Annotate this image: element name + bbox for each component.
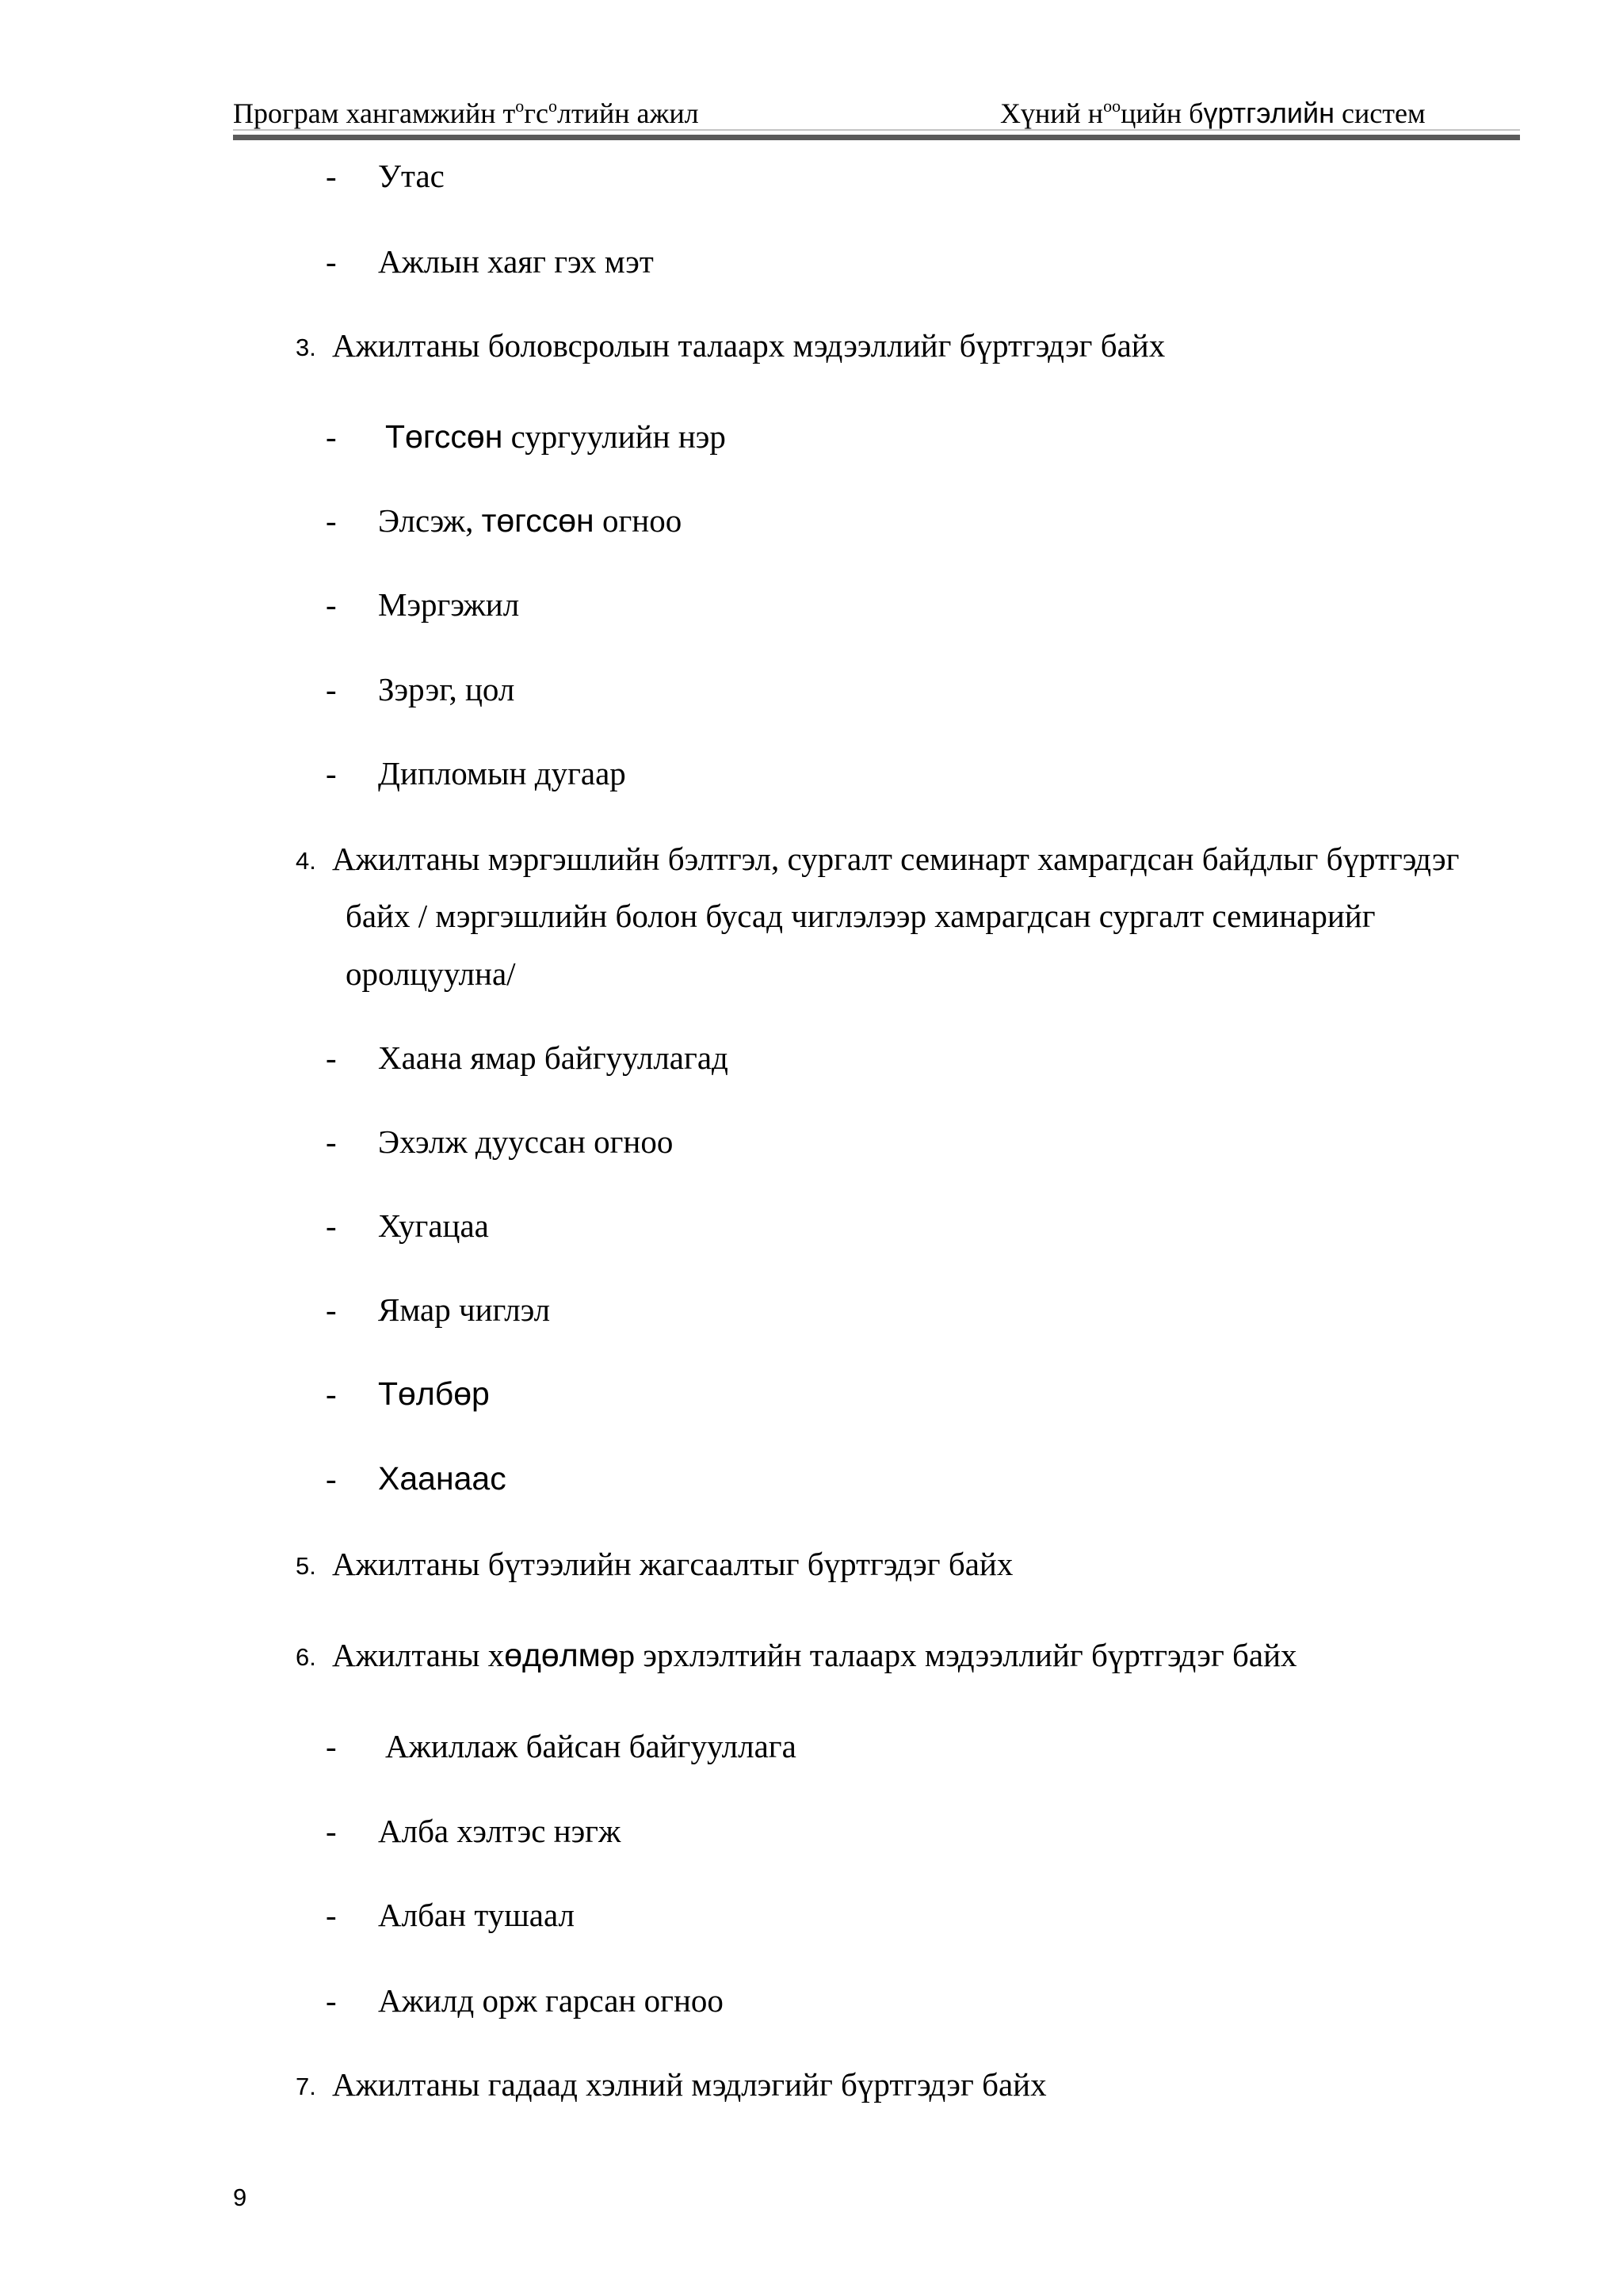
item-text xyxy=(378,502,682,540)
bullet-item xyxy=(0,754,1623,792)
header-system-title xyxy=(1000,94,1426,132)
item-text: Хаана ямар байгууллагад xyxy=(378,1039,728,1076)
bullet-item xyxy=(0,1207,1623,1245)
bullet-dash: - xyxy=(326,1813,337,1849)
item-text: Ажлын хаяг гэх мэт xyxy=(378,243,654,280)
item-text: Ажилтаны боловсролын талаарх мэдээллийг бүртгэдэг байх xyxy=(332,327,1166,364)
numbered-item xyxy=(0,840,1623,878)
bullet-dash: - xyxy=(326,1375,337,1412)
bullet-item xyxy=(0,1981,1623,2019)
bullet-item xyxy=(0,585,1623,624)
item-text: Ажилтаны гадаад хэлний мэдлэгийг бүртгэдэг байх xyxy=(332,2066,1047,2103)
item-text: Ямар чиглэл xyxy=(378,1291,551,1328)
bullet-item xyxy=(0,418,1623,456)
bullet-item xyxy=(0,502,1623,540)
bullet-item xyxy=(0,1375,1623,1413)
numbered-item-continuation xyxy=(0,897,1623,935)
item-text: оролцуулна/ xyxy=(346,955,516,992)
item-text: Дипломын дугаар xyxy=(378,755,626,791)
header-superscript: о xyxy=(548,96,557,116)
bullet-dash: - xyxy=(326,418,337,455)
bullet-dash: - xyxy=(326,1982,337,2019)
item-text: Төлбөр xyxy=(378,1375,490,1412)
item-text: байх / мэргэшлийн болон бусад чиглэлээр хамрагдсан сургалт семинарийг xyxy=(346,898,1376,934)
item-text: Эхэлж дууссан огноо xyxy=(378,1123,674,1160)
item-text-part: өдөлмө xyxy=(504,1637,619,1673)
bullet-item xyxy=(0,1812,1623,1850)
bullet-item xyxy=(0,157,1623,195)
item-text-part: төгссөн xyxy=(481,502,594,539)
header-rule-thick xyxy=(233,135,1520,140)
header-title-text: гс xyxy=(524,97,548,129)
bullet-item xyxy=(0,670,1623,708)
header-superscript: оо xyxy=(1103,96,1121,116)
item-number: 6. xyxy=(296,1643,316,1671)
numbered-item xyxy=(0,1545,1623,1583)
item-text-part: огноо xyxy=(594,502,682,539)
bullet-item xyxy=(0,1896,1623,1934)
bullet-dash: - xyxy=(326,1207,337,1244)
header-title-text: Хүний н xyxy=(1000,97,1104,129)
item-number: 3. xyxy=(296,334,316,361)
item-text-part: Төгссөн xyxy=(385,418,503,455)
bullet-dash: - xyxy=(326,1728,337,1764)
bullet-dash: - xyxy=(326,1460,337,1497)
item-text-part: сургуулийн нэр xyxy=(502,418,726,455)
bullet-item xyxy=(0,242,1623,280)
item-text-part: Элсэж, xyxy=(378,502,482,539)
numbered-item xyxy=(0,2065,1623,2103)
item-text: Утас xyxy=(378,158,445,194)
bullet-dash: - xyxy=(326,158,337,194)
item-text: Ажилтаны мэргэшлийн бэлтгэл, сургалт семинарт хамрагдсан байдлыг бүртгэдэг xyxy=(332,841,1460,877)
item-text: Албан тушаал xyxy=(378,1897,575,1933)
bullet-item xyxy=(0,1727,1623,1765)
item-text: Ажилд орж гарсан огноо xyxy=(378,1982,724,2019)
item-text: Хаанаас xyxy=(378,1460,506,1497)
item-text: Алба хэлтэс нэгж xyxy=(378,1813,621,1849)
item-text: Ажилтаны бүтээлийн жагсаалтыг бүртгэдэг байх xyxy=(332,1546,1014,1582)
bullet-item xyxy=(0,1039,1623,1077)
header-title-text: цийн б xyxy=(1121,97,1204,129)
item-text: Зэрэг, цол xyxy=(378,671,515,707)
item-text: Мэргэжил xyxy=(378,586,520,623)
header-title-text: лтийн ажил xyxy=(556,97,699,129)
item-number: 5. xyxy=(296,1552,316,1580)
item-text-part: р эрхлэлтийн талаарх мэдээллийг бүртгэдэг байх xyxy=(618,1637,1297,1673)
header-rule-thin xyxy=(233,129,1520,131)
bullet-dash: - xyxy=(326,1123,337,1160)
header-title-text: систем xyxy=(1335,97,1426,129)
bullet-dash: - xyxy=(326,1039,337,1076)
bullet-dash: - xyxy=(326,755,337,791)
item-number: 7. xyxy=(296,2073,316,2100)
numbered-item xyxy=(0,326,1623,364)
header-superscript: о xyxy=(515,96,525,116)
bullet-dash: - xyxy=(326,671,337,707)
header-title-text: үртгэлийн xyxy=(1203,97,1335,129)
item-text: Ажиллаж байсан байгууллага xyxy=(385,1728,796,1764)
header-title-text: Програм хангамжийн т xyxy=(233,97,516,129)
numbered-item xyxy=(0,1636,1623,1674)
item-text xyxy=(332,1636,1297,1674)
item-number: 4. xyxy=(296,847,316,875)
bullet-item xyxy=(0,1123,1623,1161)
numbered-item-continuation xyxy=(0,955,1623,993)
bullet-dash: - xyxy=(326,243,337,280)
bullet-dash: - xyxy=(326,1897,337,1933)
bullet-dash: - xyxy=(326,502,337,539)
bullet-dash: - xyxy=(326,586,337,623)
bullet-item xyxy=(0,1459,1623,1497)
bullet-item xyxy=(0,1291,1623,1329)
item-text: Хугацаа xyxy=(378,1207,489,1244)
bullet-dash: - xyxy=(326,1291,337,1328)
item-text xyxy=(385,418,726,456)
header-document-title xyxy=(233,94,699,132)
item-text-part: Ажилтаны х xyxy=(332,1637,505,1673)
page-number: 9 xyxy=(233,2183,247,2211)
